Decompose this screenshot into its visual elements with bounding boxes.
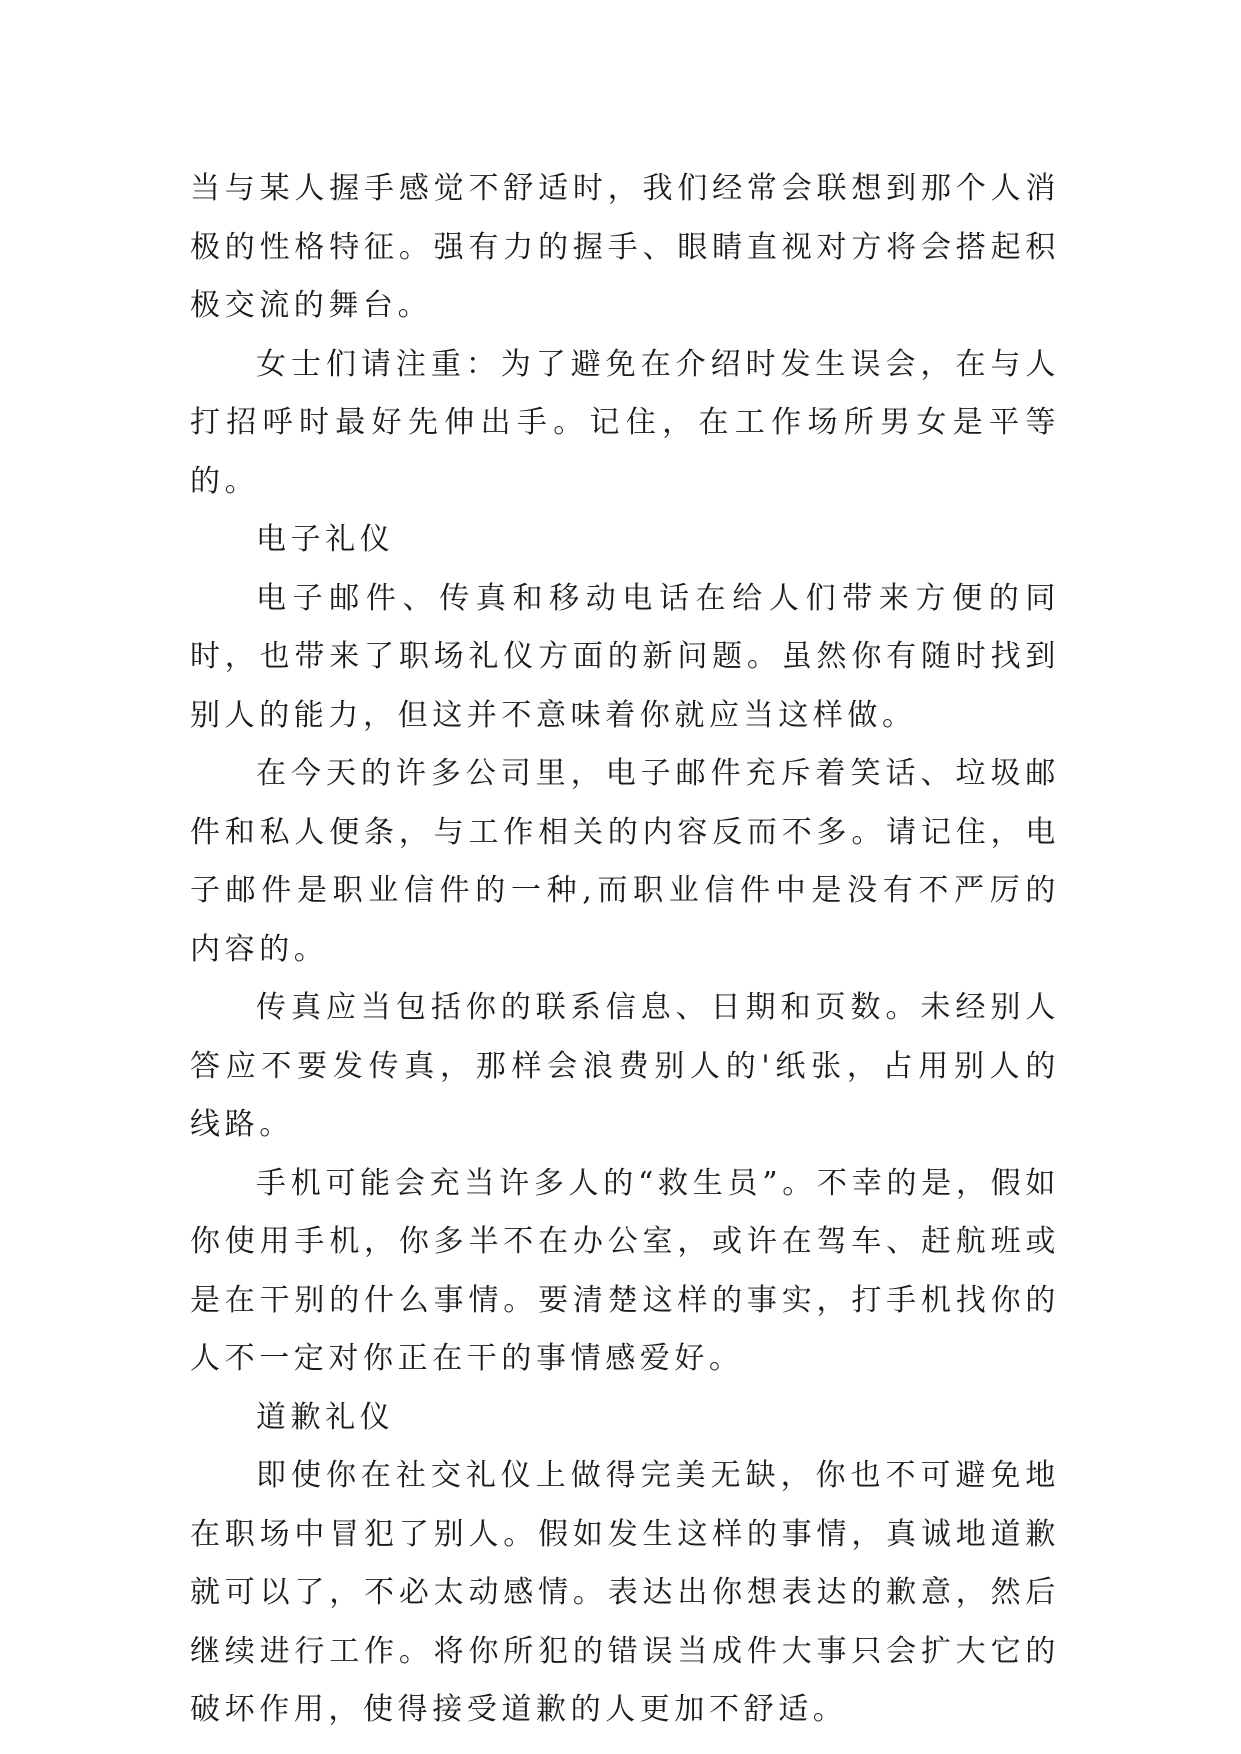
paragraph-ladies-note: 女士们请注重：为了避免在介绍时发生误会，在与人打招呼时最好先伸出手。记住，在工作场所男女是平等的。 — [190, 346, 1060, 499]
paragraph-email: 在今天的许多公司里，电子邮件充斥着笑话、垃圾邮件和私人便条，与工作相关的内容反而不多。请记住，电子邮件是职业信件的一种,而职业信件中是没有不严厉的内容的。 — [190, 756, 1060, 967]
paragraph-fax: 传真应当包括你的联系信息、日期和页数。未经别人答应不要发传真，那样会浪费别人的'纸张，占用别人的线路。 — [190, 990, 1060, 1142]
body-text — [190, 160, 1060, 1740]
section-heading-apology-etiquette: 道歉礼仪 — [256, 1399, 395, 1435]
section-heading-electronic-etiquette: 电子礼仪 — [256, 522, 395, 557]
paragraph-electronic-intro: 电子邮件、传真和移动电话在给人们带来方便的同时，也带来了职场礼仪方面的新问题。虽然你有随时找到别人的能力，但这并不意味着你就应当这样做。 — [190, 580, 1060, 733]
paragraph-handshake-continued: 当与某人握手感觉不舒适时，我们经常会联想到那个人消极的性格特征。强有力的握手、眼睛直视对方将会搭起积极交流的舞台。 — [190, 171, 1060, 323]
paragraph-apology: 即使你在社交礼仪上做得完美无缺，你也不可避免地在职场中冒犯了别人。假如发生这样的事情，真诚地道歉就可以了，不必太动感情。表达出你想表达的歉意，然后继续进行工作。将你所犯的错误当成件大事只会扩大它的破坏作用，使得接受道歉的人更加不舒适。 — [190, 1458, 1060, 1727]
paragraph-mobile-phone: 手机可能会充当许多人的“救生员”。不幸的是，假如你使用手机，你多半不在办公室，或许在驾车、赶航班或是在干别的什么事情。要清楚这样的事实，打手机找你的人不一定对你正在干的事情感爱好。 — [190, 1165, 1060, 1376]
